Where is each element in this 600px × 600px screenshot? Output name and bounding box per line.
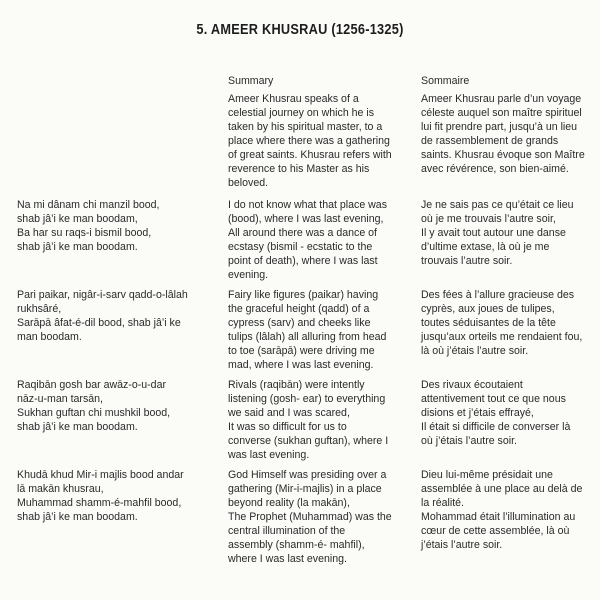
verse-french: Des rivaux écoutaient attentivement tout ce que nous disions et j’étais effrayé, Il était si difficile de converser là où j’étais l’autre soir. [421, 379, 571, 447]
verse-french: Des fées à l’allure gracieuse des cyprès, aux joues de tulipes, toutes séduisantes de la tête jusqu’aux orteils me rendaient fou, là où j’étais l’autre soir. [421, 289, 583, 357]
verse-french: Dieu lui-même présidait une assemblée à une place au delà de la réalité. Mohammad était l’illumination au cœur de cette assemblée, là où j’étais l’autre soir. [421, 469, 583, 551]
summary-header: Summary [228, 75, 274, 87]
verse-english: I do not know what that place was (bood), where I was last evening, All around there was a dance of ecstasy (bismil - ecstatic to the point of death), where I was last evening. [228, 199, 387, 281]
intro-sommaire: Ameer Khusrau parle d’un voyage céleste auquel son maître spirituel lui fit prendre part, jusqu’à un lieu de rassemblement de grands saints. Khusrau évoque son Maître avec révérence, son bien-aimé. [421, 93, 585, 175]
verse-original: Pari paikar, nigâr-i-sarv qadd-o-lâlah rukhsâré, Sarāpā âfat-é-dil bood, shab jâ’i ke man boodam. [17, 289, 188, 343]
verse-english: God Himself was presiding over a gathering (Mir-i-majlis) in a place beyond reality (la makān), The Prophet (Muhammad) was the central illumination of the assembly (shamm-é- mahfil), where I was last evening. [228, 469, 392, 565]
sommaire-header: Sommaire [421, 75, 470, 87]
verse-english: Fairy like figures (paikar) having the graceful height (qadd) of a cypress (sarv) and cheeks like tulips (lâlah) all alluring from head to toe (sarāpā) were driving me mad, where I was last evening. [228, 289, 387, 371]
page-title: 5. AMEER KHUSRAU (1256-1325) [196, 21, 404, 38]
intro-summary: Ameer Khusrau speaks of a celestial journey on which he is taken by his spiritual master, to a place where there was a gathering of great saints. Khusrau refers with reverence to his Master as his beloved. [228, 93, 392, 189]
verse-original: Na mi dânam chi manzil bood, shab jâ’i ke man boodam, Ba har su raqs-i bismil bood, shab jâ’i ke man boodam. [17, 199, 160, 253]
verse-original: Raqibān gosh bar awāz-o-u-dar nāz-u-man tarsān, Sukhan guftan chi mushkil bood, shab jâ’i ke man boodam. [17, 379, 171, 433]
verse-original: Khudā khud Mir-i majlis bood andar lā makān khusrau, Muhammad shamm-é-mahfil bood, shab jâ’i ke man boodam. [17, 469, 184, 523]
verse-english: Rivals (raqibān) were intently listening (gosh- ear) to everything we said and I was scared, It was so difficult for us to converse (sukhan guftan), where I was last evening. [228, 379, 389, 461]
verse-french: Je ne sais pas ce qu’était ce lieu où je me trouvais l’autre soir, Il y avait tout autour une danse d’ultime extase, là où je me trouvais l’autre soir. [421, 199, 574, 267]
